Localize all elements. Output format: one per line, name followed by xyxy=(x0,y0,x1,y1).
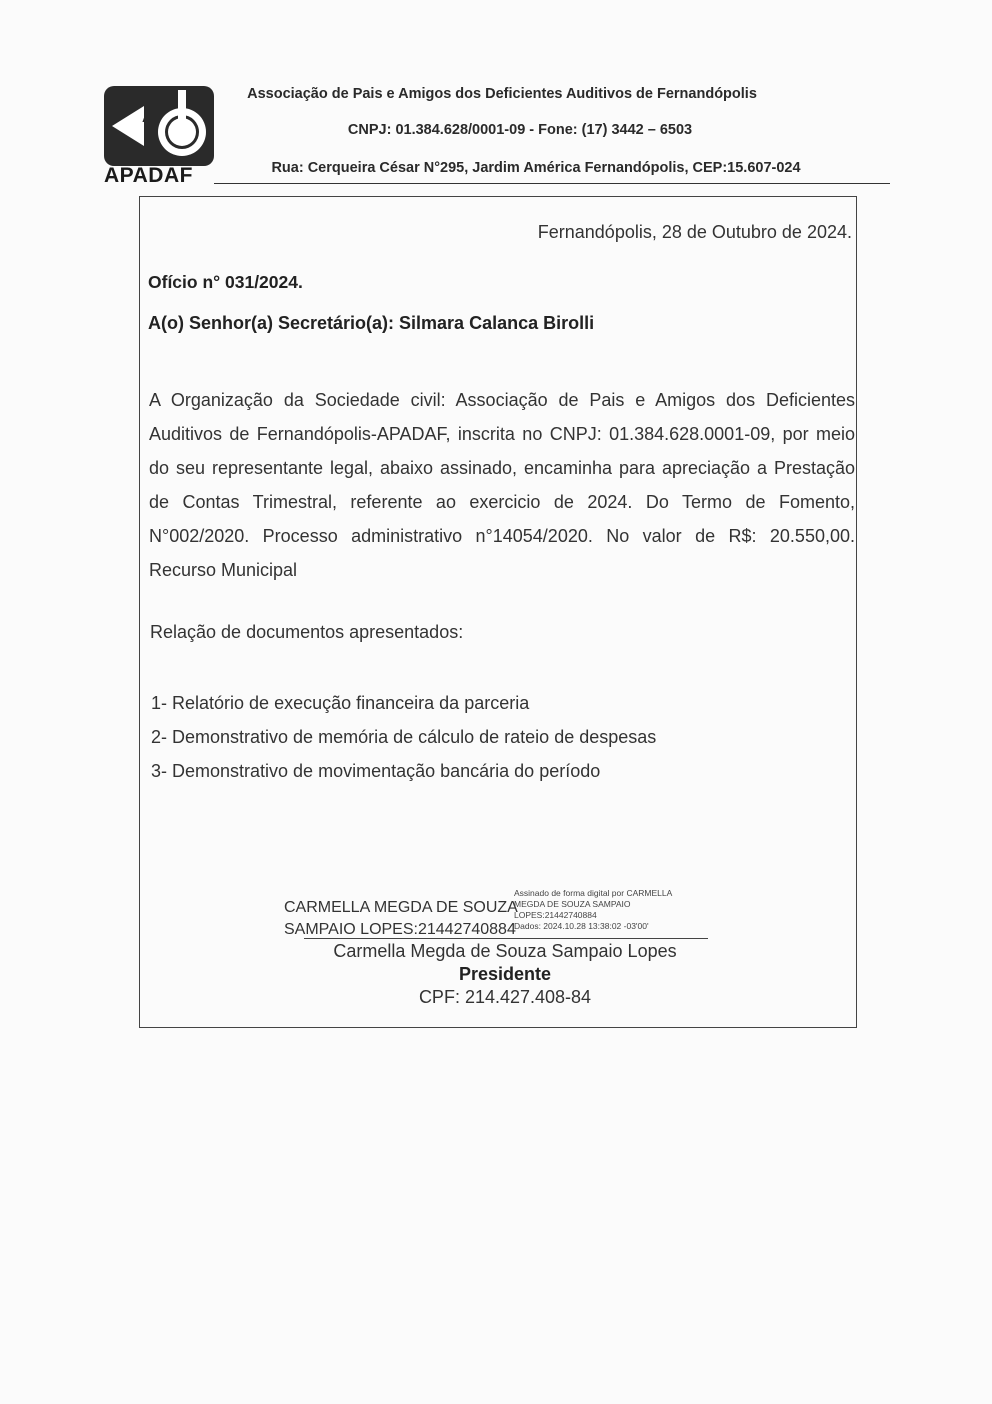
signer-name: Carmella Megda de Souza Sampaio Lopes xyxy=(333,941,677,961)
logo-wordmark: APADAF xyxy=(104,164,193,187)
letter-body: A Organização da Sociedade civil: Associação de Pais e Amigos dos Deficientes Auditivos de Fernandópolis-APADAF, inscrita no CNPJ: 01.384.628.0001-09, por meio do seu representante legal, abaixo assinado, encaminha para apreciação a Prestação de Contas Trimestral, referente ao exercicio de 2024. Do Termo de Fomento, N°002/2020. Processo administrativo n°14054/2020. No valor de R$: 20.550,00. Recurso Municipal xyxy=(149,390,855,580)
signer-block xyxy=(200,940,810,1009)
documents-heading: Relação de documentos apresentados: xyxy=(150,622,464,642)
digital-signature-details xyxy=(514,888,672,932)
signer-role: Presidente xyxy=(458,964,552,984)
list-item: 1- Relatório de execução financeira da parceria xyxy=(151,693,530,713)
organization-address: Rua: Cerqueira César N°295, Jardim América Fernandópolis, CEP:15.607-024 xyxy=(271,160,801,176)
addressee: A(o) Senhor(a) Secretário(a): Silmara Calanca Birolli xyxy=(148,313,595,333)
signer-cpf: CPF: 214.427.408-84 xyxy=(418,987,592,1007)
documents-list xyxy=(151,686,656,788)
digital-signature-detail: LOPES:21442740884 xyxy=(514,910,597,920)
digital-signature-name-line: CARMELLA MEGDA DE SOUZA xyxy=(284,899,518,916)
digital-signature-name-line: SAMPAIO LOPES:21442740884 xyxy=(284,921,516,938)
cnpj-phone: CNPJ: 01.384.628/0001-09 - Fone: (17) 3442 – 6503 xyxy=(347,122,693,138)
digital-signature-detail: Assinado de forma digital por CARMELLA xyxy=(514,888,673,898)
letter-date: Fernandópolis, 28 de Outubro de 2024. xyxy=(537,222,852,242)
list-item: 3- Demonstrativo de movimentação bancária do período xyxy=(151,761,601,781)
oficio-number: Ofício n° 031/2024. xyxy=(148,272,303,292)
digital-signature-detail: Dados: 2024.10.28 13:38:02 -03'00' xyxy=(514,921,649,931)
signature-line xyxy=(304,938,708,939)
organization-name: Associação de Pais e Amigos dos Deficientes Auditivos de Fernandópolis xyxy=(247,86,757,102)
logo-letter: A xyxy=(142,109,154,126)
digital-signature-detail: MEGDA DE SOUZA SAMPAIO xyxy=(514,899,631,909)
header-divider xyxy=(214,183,890,184)
list-item: 2- Demonstrativo de memória de cálculo de rateio de despesas xyxy=(151,727,657,747)
digital-signature-name xyxy=(284,897,518,941)
